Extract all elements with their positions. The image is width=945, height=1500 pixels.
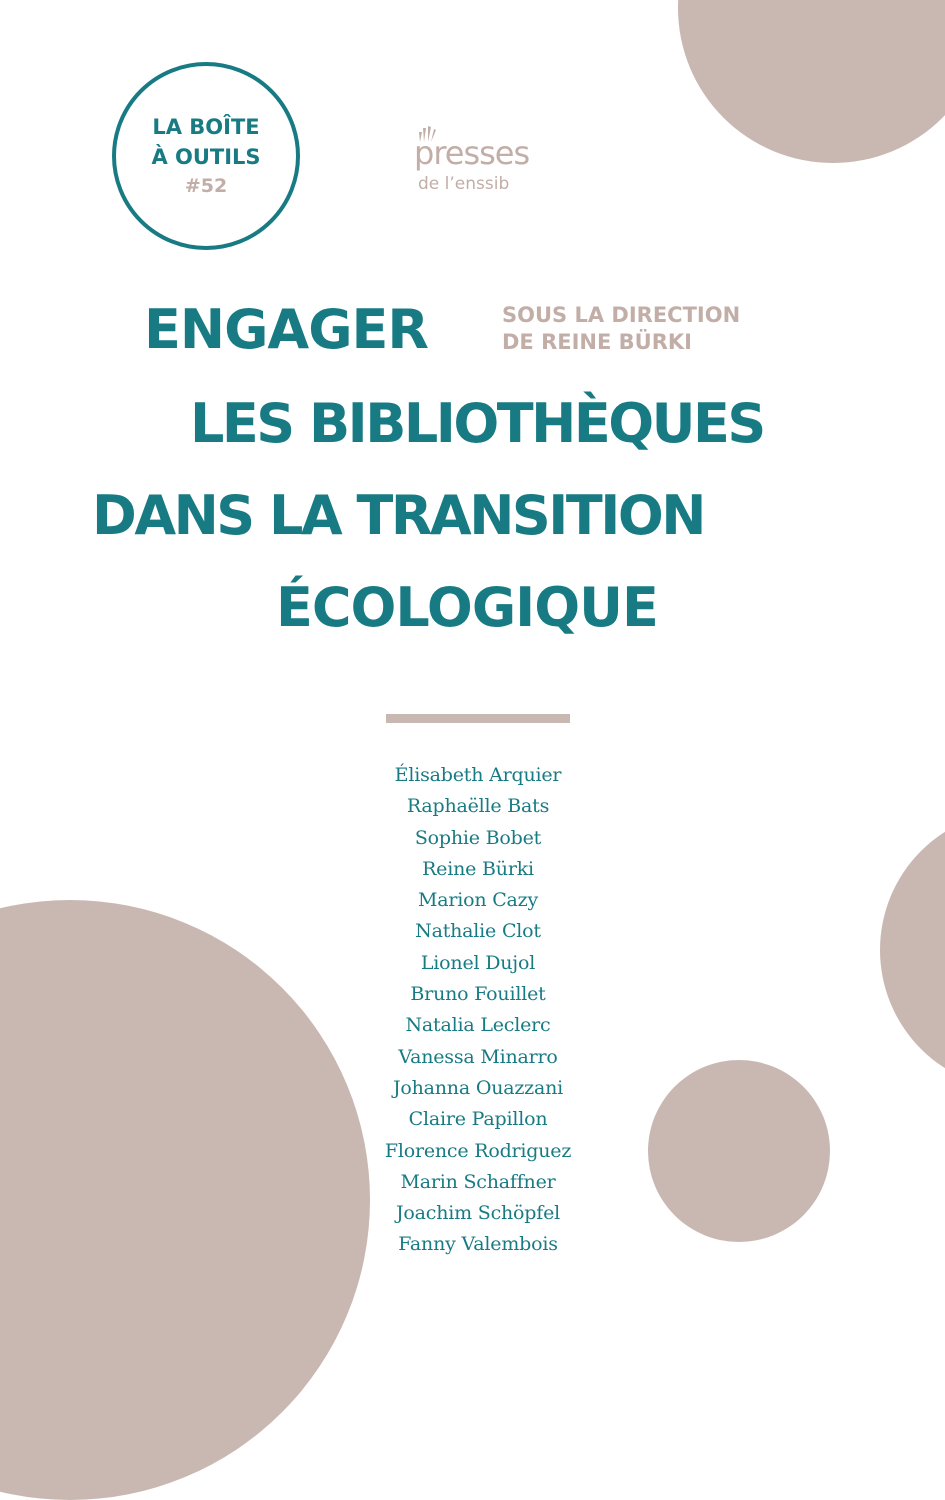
series-number: #52 <box>184 175 228 197</box>
author-list <box>378 760 578 1261</box>
author-name: Reine Bürki <box>422 857 534 880</box>
author-name: Fanny Valembois <box>398 1233 558 1256</box>
divider <box>386 714 570 723</box>
author-name: Vanessa Minarro <box>398 1045 558 1068</box>
author-name: Lionel Dujol <box>420 951 536 974</box>
publisher-subtitle: de l’enssib <box>418 174 510 194</box>
author-name: Élisabeth Arquier <box>394 764 562 786</box>
author-name: Marin Schaffner <box>400 1170 556 1193</box>
author-name: Bruno Fouillet <box>410 983 546 1006</box>
author-name: Claire Papillon <box>408 1108 548 1131</box>
author-name: Sophie Bobet <box>414 826 542 849</box>
author-name: Natalia Leclerc <box>405 1014 551 1037</box>
series-badge <box>112 62 300 250</box>
editor-credit-line-1: SOUS LA DIRECTION <box>502 303 741 327</box>
author-name: Nathalie Clot <box>415 920 541 943</box>
book-title-line-4: ÉCOLOGIQUE <box>276 576 658 639</box>
decorative-circle-small <box>648 1060 830 1242</box>
editor-credit-line-2: DE REINE BÜRKI <box>502 330 692 354</box>
book-title-line-2: LES BIBLIOTHÈQUES <box>190 392 764 455</box>
editor-credit <box>502 302 740 356</box>
series-name-line-1: LA BOÎTE <box>152 115 260 139</box>
decorative-circle-right <box>880 810 945 1090</box>
author-name: Johanna Ouazzani <box>392 1076 564 1099</box>
publisher-name: presses <box>414 134 530 172</box>
author-name: Joachim Schöpfel <box>395 1202 561 1225</box>
book-title-line-1: ENGAGER <box>144 298 428 361</box>
decorative-circle-top-right <box>678 0 945 163</box>
book-title-line-3: DANS LA TRANSITION <box>92 484 704 547</box>
author-name: Raphaëlle Bats <box>406 795 550 818</box>
decorative-circle-bottom-left <box>0 900 370 1500</box>
author-name: Marion Cazy <box>417 889 539 912</box>
series-name-line-2: À OUTILS <box>151 145 261 169</box>
author-name: Florence Rodriguez <box>384 1139 572 1162</box>
